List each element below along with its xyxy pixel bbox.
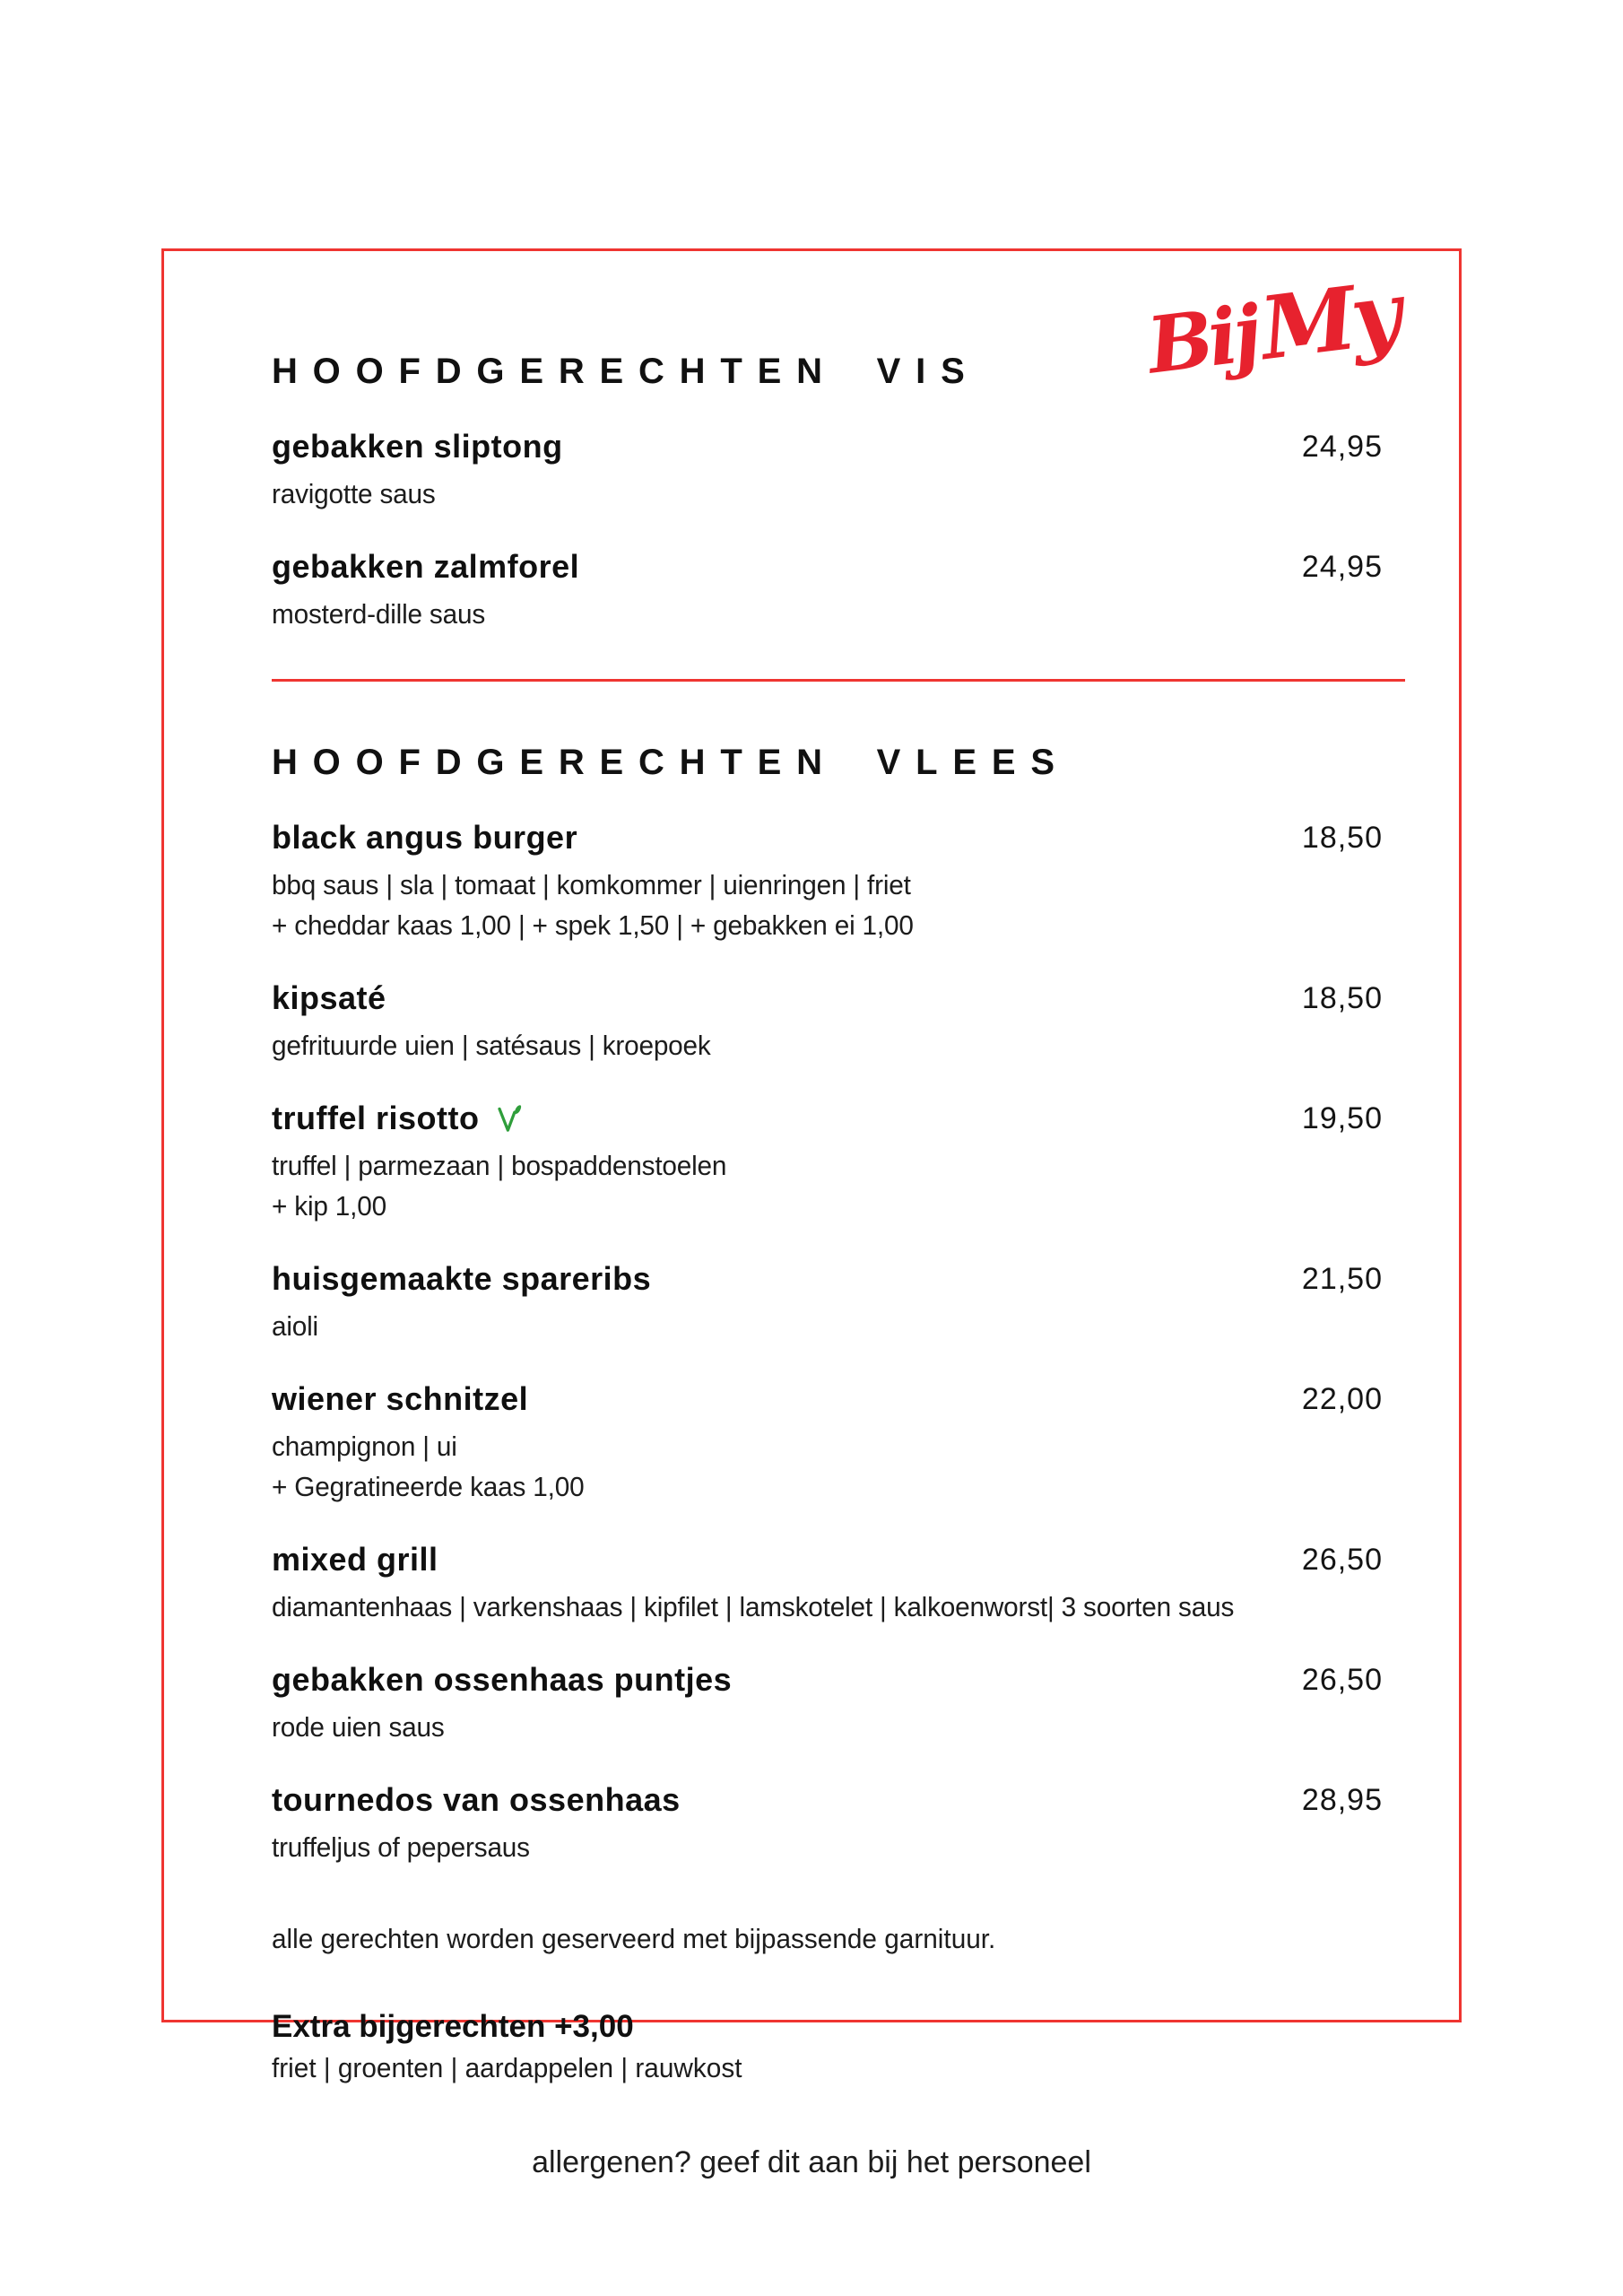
sections-root [272, 352, 1383, 1867]
item-name: wiener schnitzel [272, 1380, 529, 1417]
item-name: mixed grill [272, 1541, 438, 1578]
item-name: gebakken zalmforel [272, 548, 580, 585]
item-price: 24,95 [1301, 549, 1383, 584]
item-description-line: + kip 1,00 [272, 1190, 386, 1222]
item-name: gebakken sliptong [272, 428, 563, 465]
item-description-line: ravigotte saus [272, 478, 436, 509]
item-price: 28,95 [1301, 1782, 1383, 1817]
menu-item-head [272, 819, 1383, 857]
item-price: 18,50 [1301, 980, 1383, 1015]
menu-item-head [272, 1541, 1383, 1578]
item-name: truffel risotto [272, 1100, 480, 1136]
menu-item [272, 819, 1383, 945]
item-description [272, 1025, 1383, 1065]
item-name: kipsaté [272, 979, 386, 1016]
item-description-line: truffel | parmezaan | bospaddenstoelen [272, 1150, 727, 1181]
item-description [272, 1145, 1383, 1226]
item-price: 21,50 [1301, 1261, 1383, 1296]
menu-item [272, 1380, 1383, 1507]
item-price: 22,00 [1301, 1381, 1383, 1416]
menu-item-head [272, 1781, 1383, 1819]
item-description [272, 474, 1383, 514]
item-description [272, 865, 1383, 945]
menu-item-head [272, 1260, 1383, 1298]
item-name: tournedos van ossenhaas [272, 1781, 681, 1818]
menu-item [272, 979, 1383, 1065]
vegetarian-sprout-icon [495, 1103, 522, 1134]
garnish-note: alle gerechten worden geserveerd met bijpassende garnituur. [272, 1923, 996, 1954]
section-title: HOOFDGERECHTEN VLEES [272, 743, 1070, 782]
menu-section [272, 743, 1383, 1867]
extra-sides-block [272, 2009, 1383, 2084]
section-title: HOOFDGERECHTEN VIS [272, 352, 980, 391]
item-description [272, 1587, 1383, 1627]
extra-sides-description: friet | groenten | aardappelen | rauwkost [272, 2052, 742, 2083]
menu-item-head [272, 1661, 1383, 1699]
item-description-line: + Gegratineerde kaas 1,00 [272, 1471, 585, 1502]
item-description [272, 1306, 1383, 1346]
item-description-line: rode uien saus [272, 1711, 445, 1743]
item-price: 26,50 [1301, 1542, 1383, 1577]
item-description-line: mosterd-dille saus [272, 598, 486, 630]
item-description [272, 1426, 1383, 1507]
item-description-line: bbq saus | sla | tomaat | komkommer | uienringen | friet [272, 869, 911, 900]
item-price: 24,95 [1301, 429, 1383, 464]
menu-item [272, 428, 1383, 514]
item-description-line: truffeljus of pepersaus [272, 1831, 530, 1863]
item-name: black angus burger [272, 819, 578, 856]
item-price: 18,50 [1301, 820, 1383, 855]
menu-item [272, 1541, 1383, 1627]
menu-card [161, 248, 1462, 2083]
item-description-line: gefrituurde uien | satésaus | kroepoek [272, 1030, 711, 1061]
logo-text-bij: Bij [1142, 288, 1263, 392]
item-name: gebakken ossenhaas puntjes [272, 1661, 733, 1698]
menu-item-head [272, 1380, 1383, 1418]
item-description-line: champignon | ui [272, 1431, 457, 1462]
item-description [272, 1707, 1383, 1747]
menu-item-head [272, 428, 1383, 465]
menu-item [272, 1100, 1383, 1226]
menu-item-head [272, 548, 1383, 586]
menu-item [272, 1661, 1383, 1747]
menu-item-head [272, 1100, 1383, 1137]
extra-sides-title: Extra bijgerechten +3,00 [272, 2009, 634, 2044]
item-name: huisgemaakte spareribs [272, 1260, 652, 1297]
item-description [272, 1827, 1383, 1867]
item-description-line: diamantenhaas | varkenshaas | kipfilet | lamskotelet | kalkoenworst| 3 soorten saus [272, 1591, 1235, 1622]
item-description [272, 594, 1383, 634]
menu-item [272, 1260, 1383, 1346]
item-description-line: + cheddar kaas 1,00 | + spek 1,50 | + gebakken ei 1,00 [272, 909, 914, 941]
menu-item-head [272, 979, 1383, 1017]
menu-item [272, 548, 1383, 634]
section-divider [272, 679, 1405, 682]
menu-section [272, 352, 1383, 634]
menu-item [272, 1781, 1383, 1867]
item-price: 19,50 [1301, 1100, 1383, 1135]
item-description-line: aioli [272, 1310, 318, 1342]
allergen-note: allergenen? geef dit aan bij het personeel [532, 2145, 1091, 2179]
logo-text-my: My [1255, 262, 1403, 380]
item-price: 26,50 [1301, 1662, 1383, 1697]
